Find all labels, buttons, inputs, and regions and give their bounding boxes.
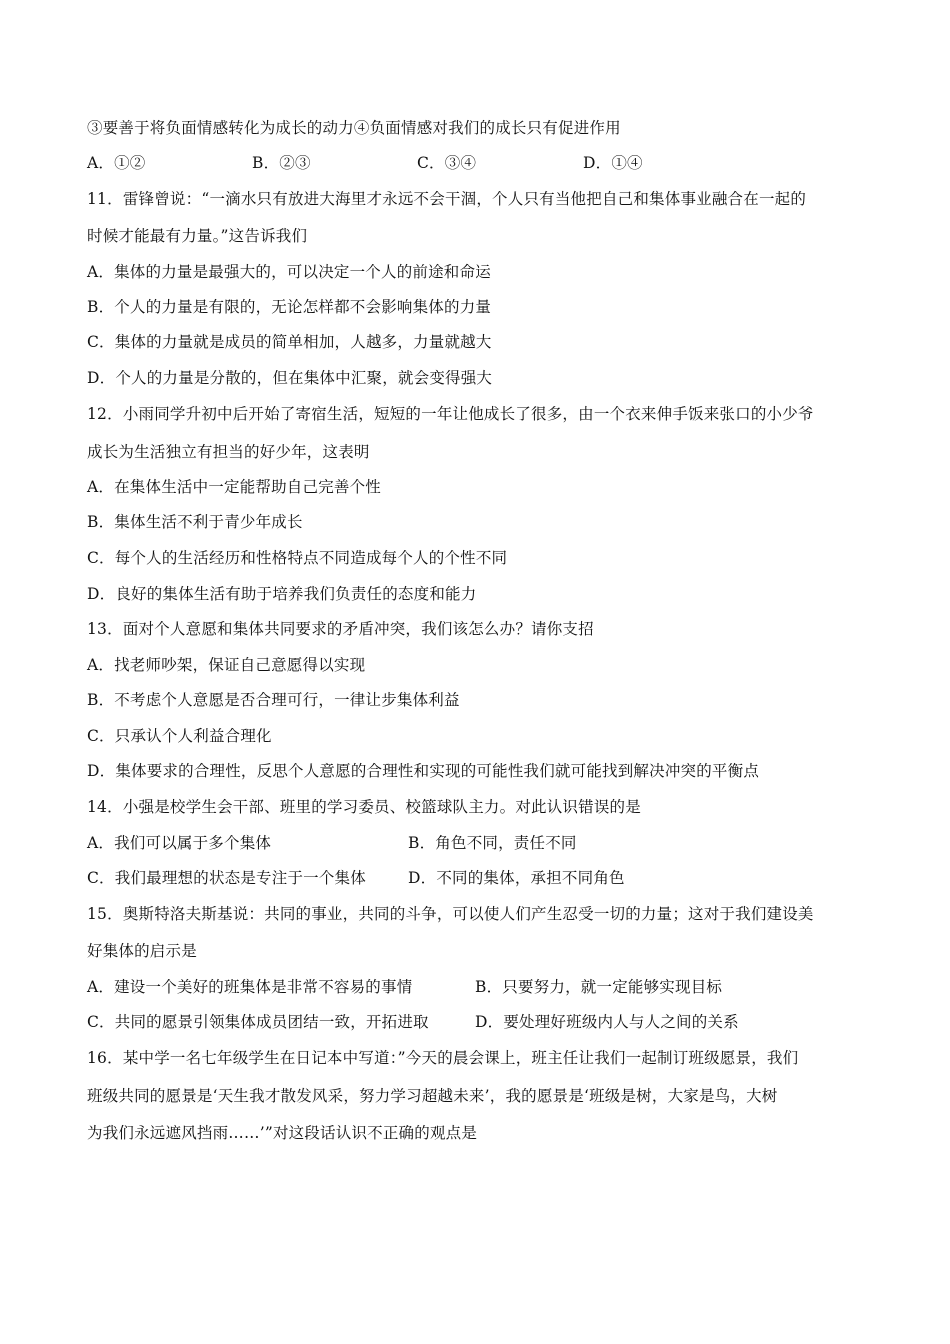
q11-option-b: B．个人的力量是有限的，无论怎样都不会影响集体的力量 bbox=[87, 298, 492, 316]
q15-option-a: A．建设一个美好的班集体是非常不容易的事情 bbox=[87, 978, 413, 996]
q13-option-d: D．集体要求的合理性，反思个人意愿的合理性和实现的可能性我们就可能找到解决冲突的平衡点 bbox=[87, 762, 760, 780]
q16-stem-line-1: 16．某中学一名七年级学生在日记本中写道：”今天的晨会课上，班主任让我们一起制订班级愿景，我们 bbox=[87, 1049, 799, 1067]
q10-option-c: C．③④ bbox=[417, 154, 477, 172]
q11-stem-line-2: 时候才能最有力量。”这告诉我们 bbox=[87, 227, 308, 245]
q12-option-d: D．良好的集体生活有助于培养我们负责任的态度和能力 bbox=[87, 585, 477, 603]
q13-option-c: C．只承认个人利益合理化 bbox=[87, 727, 272, 745]
q16-stem-line-2: 班级共同的愿景是‘天生我才散发风采，努力学习超越未来’，我的愿景是‘班级是树，大家是鸟，大树 bbox=[87, 1087, 778, 1105]
q13-option-a: A．找老师吵架，保证自己意愿得以实现 bbox=[87, 656, 366, 674]
q10-option-a: A．①② bbox=[87, 154, 146, 172]
q15-option-b: B．只要努力，就一定能够实现目标 bbox=[475, 978, 723, 996]
q14-option-a: A．我们可以属于多个集体 bbox=[87, 834, 272, 852]
q13-stem-line-1: 13．面对个人意愿和集体共同要求的矛盾冲突，我们该怎么办？请你支招 bbox=[87, 620, 594, 638]
q11-option-d: D．个人的力量是分散的，但在集体中汇聚，就会变得强大 bbox=[87, 369, 493, 387]
q15-option-c: C．共同的愿景引领集体成员团结一致，开拓进取 bbox=[87, 1013, 429, 1031]
q10-option-d: D．①④ bbox=[583, 154, 643, 172]
q12-stem-line-1: 12．小雨同学升初中后开始了寄宿生活，短短的一年让他成长了很多，由一个衣来伸手饭来张口的小少爷 bbox=[87, 405, 814, 423]
q11-option-c: C．集体的力量就是成员的简单相加，人越多，力量就越大 bbox=[87, 333, 492, 351]
q11-stem-line-1: 11．雷锋曾说：“一滴水只有放进大海里才永远不会干涸，个人只有当他把自己和集体事业融合在一起的 bbox=[87, 190, 807, 208]
q10-option-b: B．②③ bbox=[252, 154, 311, 172]
q12-option-b: B．集体生活不利于青少年成长 bbox=[87, 513, 303, 531]
q15-stem-line-1: 15．奥斯特洛夫斯基说：共同的事业，共同的斗争，可以使人们产生忍受一切的力量；这对于我们建设美 bbox=[87, 905, 814, 923]
q13-option-b: B．不考虑个人意愿是否合理可行，一律让步集体利益 bbox=[87, 691, 460, 709]
q14-option-c: C．我们最理想的状态是专注于一个集体 bbox=[87, 869, 366, 887]
q14-stem-line-1: 14．小强是校学生会干部、班里的学习委员、校篮球队主力。对此认识错误的是 bbox=[87, 798, 641, 816]
q16-stem-line-3: 为我们永远遮风挡雨……’”对这段话认识不正确的观点是 bbox=[87, 1124, 478, 1142]
q15-stem-line-2: 好集体的启示是 bbox=[87, 942, 197, 960]
q11-option-a: A．集体的力量是最强大的，可以决定一个人的前途和命运 bbox=[87, 263, 491, 281]
q12-option-c: C．每个人的生活经历和性格特点不同造成每个人的个性不同 bbox=[87, 549, 508, 567]
q10-statement-line: ③要善于将负面情感转化为成长的动力④负面情感对我们的成长只有促进作用 bbox=[87, 119, 621, 137]
q12-stem-line-2: 成长为生活独立有担当的好少年，这表明 bbox=[87, 443, 370, 461]
q15-option-d: D．要处理好班级内人与人之间的关系 bbox=[475, 1013, 739, 1031]
q14-option-d: D．不同的集体，承担不同角色 bbox=[408, 869, 625, 887]
q14-option-b: B．角色不同，责任不同 bbox=[408, 834, 577, 852]
q12-option-a: A．在集体生活中一定能帮助自己完善个性 bbox=[87, 478, 381, 496]
